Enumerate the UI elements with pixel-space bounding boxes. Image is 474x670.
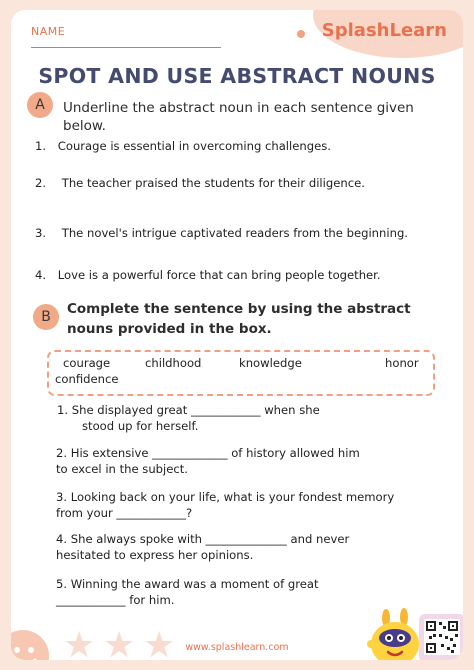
item-number: 1.	[35, 139, 47, 153]
fill-in-line1: 4. She always spoke with ______________ and never	[56, 532, 350, 546]
list-item	[35, 225, 408, 241]
word-honor: honor	[385, 356, 419, 370]
star-icon: ★	[143, 625, 176, 660]
fill-in-line2: from your ____________?	[56, 506, 193, 520]
section-b-badge: B	[33, 304, 59, 330]
fill-in-line2: stood up for herself.	[82, 419, 199, 433]
name-label: NAME	[31, 25, 66, 38]
fill-in-line1: 2. His extensive _____________ of history allowed him	[56, 446, 360, 460]
brand-logo: SplashLearn	[321, 20, 447, 41]
sentence-text: The novel's intrigue captivated readers from the beginning.	[61, 226, 408, 240]
section-b-instruction-line1: Complete the sentence by using the abstract	[67, 301, 411, 317]
section-a-instruction: Underline the abstract noun in each sentence given below.	[63, 100, 414, 134]
star-icon: ★	[63, 625, 96, 660]
qr-code-icon[interactable]	[419, 614, 463, 660]
word-courage: courage	[63, 356, 111, 370]
name-field[interactable]	[31, 47, 221, 48]
fill-in-line2: hesitated to express her opinions.	[56, 548, 254, 562]
word-box	[47, 350, 435, 396]
fill-in-line2: ____________ for him.	[56, 593, 175, 607]
section-a-badge: A	[27, 92, 53, 118]
fill-in-line1: 3. Looking back on your life, what is your fondest memory	[56, 490, 395, 504]
sentence-text: Courage is essential in overcoming challenges.	[57, 139, 331, 153]
section-b-instruction-line2: nouns provided in the box.	[67, 321, 272, 337]
sentence-text: Love is a powerful force that can bring people together.	[57, 268, 381, 282]
word-knowledge: knowledge	[239, 356, 302, 370]
sentence-text: The teacher praised the students for their diligence.	[61, 176, 365, 190]
decorative-dot-icon	[297, 30, 305, 38]
mascot-icon	[366, 608, 426, 660]
list-item	[35, 175, 365, 191]
word-childhood: childhood	[145, 356, 202, 370]
star-icon: ★	[103, 625, 136, 660]
word-confidence: confidence	[55, 372, 119, 386]
list-item	[35, 138, 331, 154]
fill-in-line2: to excel in the subject.	[56, 462, 188, 476]
list-item	[35, 267, 381, 283]
fill-in-line1: 1. She displayed great ____________ when she	[57, 403, 320, 417]
worksheet	[11, 10, 463, 660]
page-title: SPOT AND USE ABSTRACT NOUNS	[38, 64, 436, 88]
item-number: 2.	[35, 176, 47, 190]
footer-url[interactable]: www.splashlearn.com	[185, 642, 289, 653]
fill-in-line1: 5. Winning the award was a moment of great	[56, 577, 319, 591]
item-number: 3.	[35, 226, 47, 240]
item-number: 4.	[35, 268, 47, 282]
